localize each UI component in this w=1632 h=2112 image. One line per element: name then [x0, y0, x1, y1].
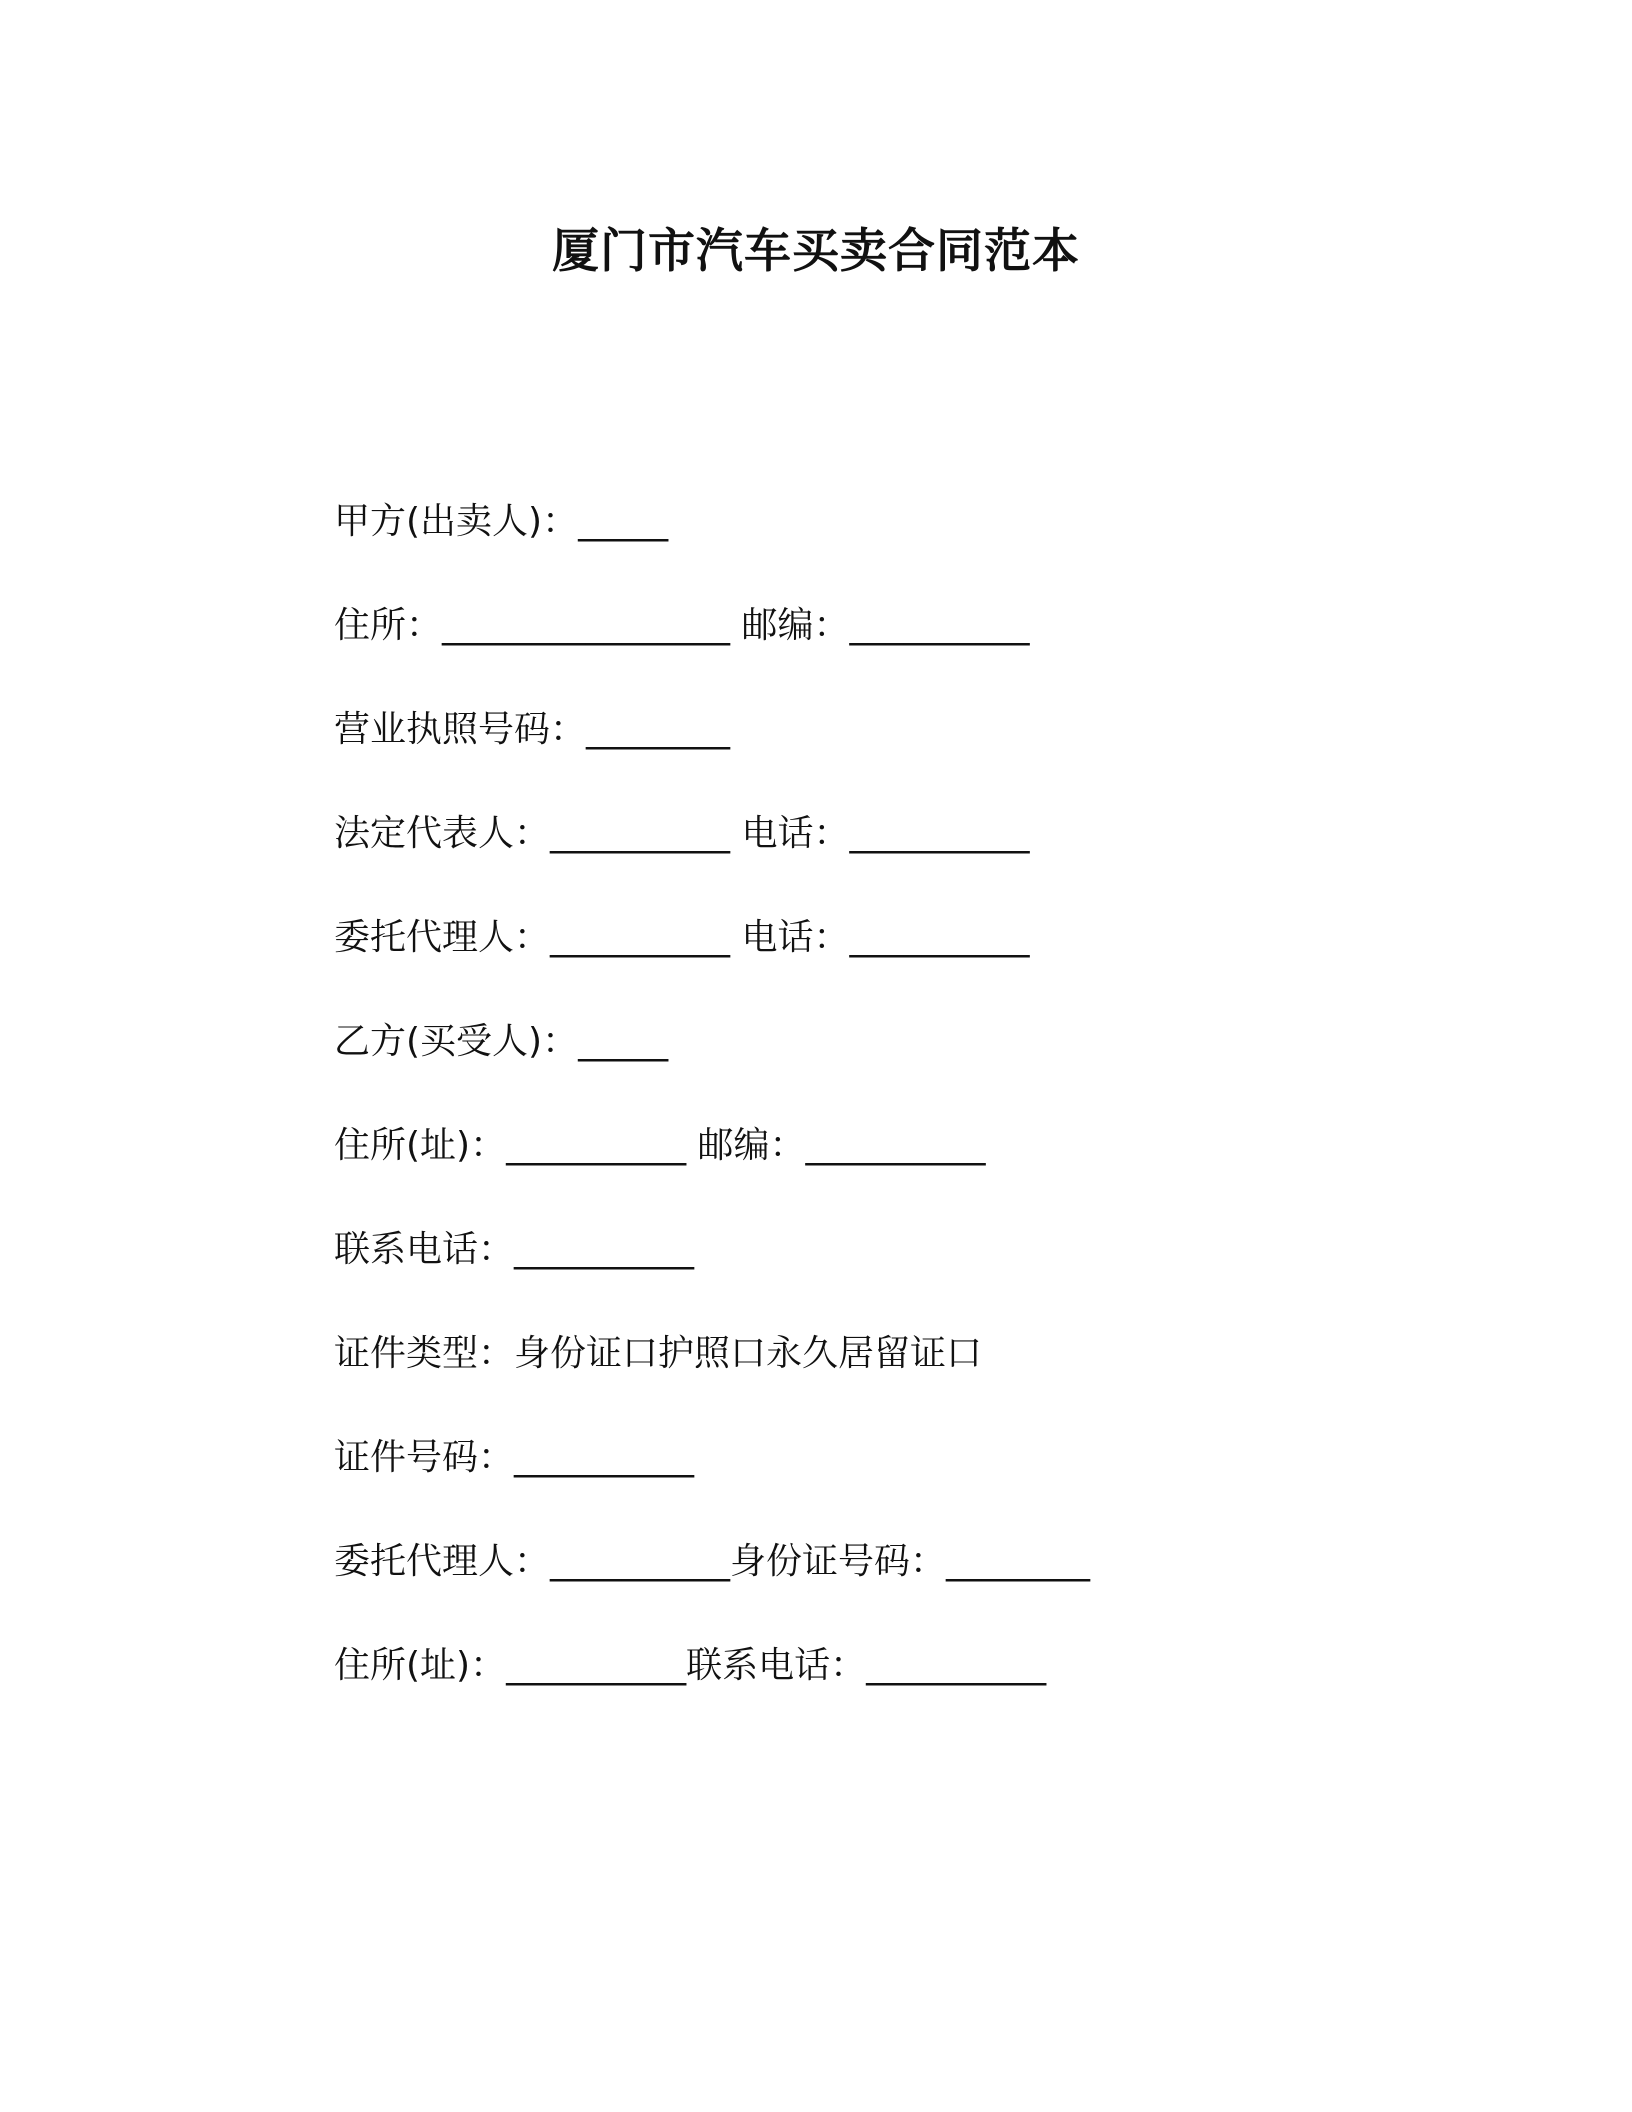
- party-a-name-line: [334, 490, 1534, 594]
- party-a-agent-line: [334, 906, 1534, 1010]
- party-b-address-line: [334, 1114, 1534, 1218]
- business-license-line: [334, 698, 1534, 802]
- field-text: 委托代理人：__________身份证号码：________: [334, 1541, 1091, 1582]
- field-text: 住所：________________ 邮编：__________: [334, 605, 1030, 646]
- legal-representative-line: [334, 802, 1534, 906]
- id-number-line: [334, 1426, 1534, 1530]
- field-text: 证件类型：身份证口护照口永久居留证口: [334, 1333, 983, 1374]
- party-b-name-line: [334, 1010, 1534, 1114]
- agent-address-line: [334, 1634, 1534, 1738]
- field-text: 证件号码：__________: [334, 1437, 695, 1478]
- contract-party-fields: [334, 490, 1534, 1738]
- field-text: 住所(址)：__________联系电话：__________: [334, 1645, 1047, 1686]
- party-b-phone-line: [334, 1218, 1534, 1322]
- document-title: 厦门市汽车买卖合同范本: [552, 224, 1080, 279]
- field-text: 联系电话：__________: [334, 1229, 695, 1270]
- field-text: 乙方(买受人)：_____: [334, 1021, 669, 1062]
- field-text: 住所(址)：__________ 邮编：__________: [334, 1125, 986, 1166]
- id-type-line: [334, 1322, 1534, 1426]
- field-text: 法定代表人：__________ 电话：__________: [334, 813, 1030, 854]
- field-text: 委托代理人：__________ 电话：__________: [334, 917, 1030, 958]
- field-text: 甲方(出卖人)：_____: [334, 501, 669, 542]
- party-b-agent-line: [334, 1530, 1534, 1634]
- field-text: 营业执照号码：________: [334, 709, 731, 750]
- party-a-address-line: [334, 594, 1534, 698]
